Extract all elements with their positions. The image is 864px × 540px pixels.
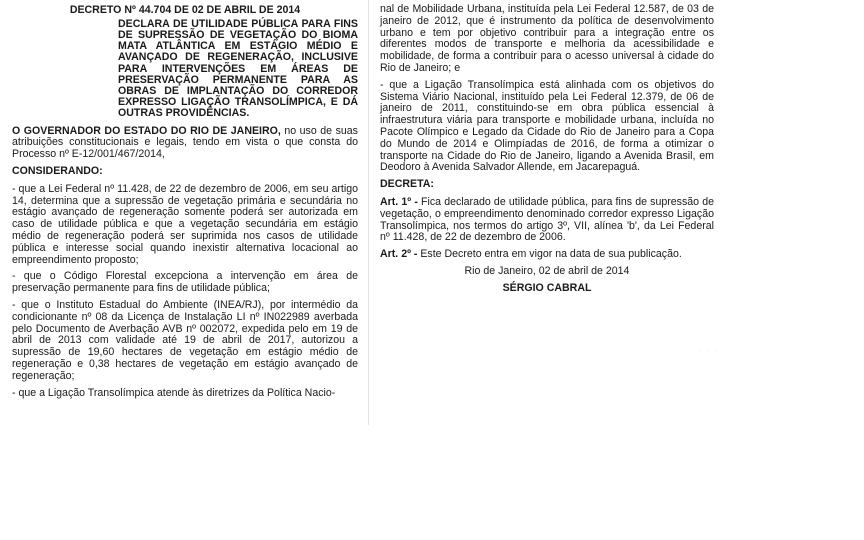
considerando-item: - que a Ligação Transolímpica atende às diretrizes da Política Nacio-	[12, 386, 336, 399]
left-column	[12, 0, 358, 404]
preamble-rest: no uso de suas atribuições constitucionais e legais, tendo em vista o que consta do Processo nº E-12/001/467/2014,	[12, 124, 358, 161]
right-column	[380, 0, 714, 300]
considerando-item: - que o Instituto Estadual do Ambiente (INEA/RJ), por intermédio da condicionante nº 08 da Licença de Instalação LI nº IN022989 averbada pelo Documento de Averbação AVB nº 002072, expedida pelo em 19 de abril de 2013 com validade até 19 de abril de 2017, autorizou a supressão de 19,60 hectares de vegetação em estágio médio de regeneração e 0,38 hectares de vegetação em estágio avançado de regeneração;	[12, 298, 358, 382]
article-text: Fica declarado de utilidade pública, para fins de supressão de vegetação, o empreendimento denominado corredor expresso Ligação Transolímpica, nos termos do artigo 3º, VII, alínea 'b', da Lei Federal nº 11.428, de 22 de dezembro de 2006.	[380, 195, 714, 244]
signature: SÉRGIO CABRAL	[502, 281, 592, 294]
preamble-lead: O GOVERNADOR DO ESTADO DO RIO DE JANEIRO,	[12, 124, 281, 137]
preamble	[12, 126, 358, 161]
article-number: Art. 1º -	[380, 195, 418, 208]
article-number: Art. 2º -	[380, 248, 418, 261]
article-text: Este Decreto entra em vigor na data de sua publicação.	[417, 248, 682, 261]
decree-ementa: DECLARA DE UTILIDADE PÚBLICA PARA FINS DE SUPRESSÃO DE VEGETAÇÃO DO BIOMA MATA ATLÂNTICA EM ESTÁGIO MÉDIO E AVANÇADO DE REGENERAÇÃO, INCLUSIVE PARA INTERVENÇÕES EM ÁREAS DE PRESERVAÇÃO PERMANENTE PARA AS OBRAS DE IMPLANTAÇÃO DO CORREDOR EXPRESSO LIGAÇÃO TRANSOLÍMPICA, E DÁ OUTRAS PROVIDÊNCIAS.	[118, 17, 358, 120]
column-divider	[368, 0, 369, 425]
decree-title: DECRETO Nº 44.704 DE 02 DE ABRIL DE 2014	[69, 4, 301, 16]
considerando-item: - que o Código Florestal excepciona a intervenção em área de preservação permanente para fins de utilidade pública;	[12, 270, 358, 295]
considerando-heading: CONSIDERANDO:	[12, 165, 103, 178]
decreta-heading: DECRETA:	[380, 178, 434, 191]
article-2	[380, 249, 714, 261]
scan-artifact-dots: ···	[700, 348, 724, 354]
considerando-continuation: nal de Mobilidade Urbana, instituída pela Lei Federal 12.587, de 03 de janeiro de 2012, que é instrumento da política de desenvolvimento urbano e tem por objetivo contribuir para a integração entre os diferentes modos de transporte e melhoria da acessibilidade e mobilidade, de forma a contribuir para o acesso universal à cidade do Rio de Janeiro; e	[380, 3, 714, 74]
article-1	[380, 197, 714, 244]
considerando-item: - que a Ligação Transolímpica está alinhada com os objetivos do Sistema Viário Nacional, instituído pela Lei Federal 12.379, de 06 de janeiro de 2011, constituindo-se em obra pública essencial à infraestrutura viária para transporte e mobilidade urbana, incluída no Pacote Olímpico e Legado da Cidade do Rio de Janeiro para a Copa do Mundo de 2014 e Olimpíadas de 2016, de forma a otimizar o transporte na Cidade do Rio de Janeiro, ligando a Avenida Brasil, em Deodoro à Avenida Salvador Allende, em Jacarepaguá.	[380, 78, 714, 174]
considerando-item: - que a Lei Federal nº 11.428, de 22 de dezembro de 2006, em seu artigo 14, determina que a supressão de vegetação primária e secundária no estágio avançado de regeneração somente poderá ser autorizada em caso de utilidade pública e que a vegetação secundária em estágio médio de regeneração poderá ser suprimida nos casos de utilidade pública e interesse social quando inexistir alternativa locacional ao empreendimento proposto;	[12, 182, 358, 266]
place-date: Rio de Janeiro, 02 de abril de 2014	[464, 264, 630, 277]
